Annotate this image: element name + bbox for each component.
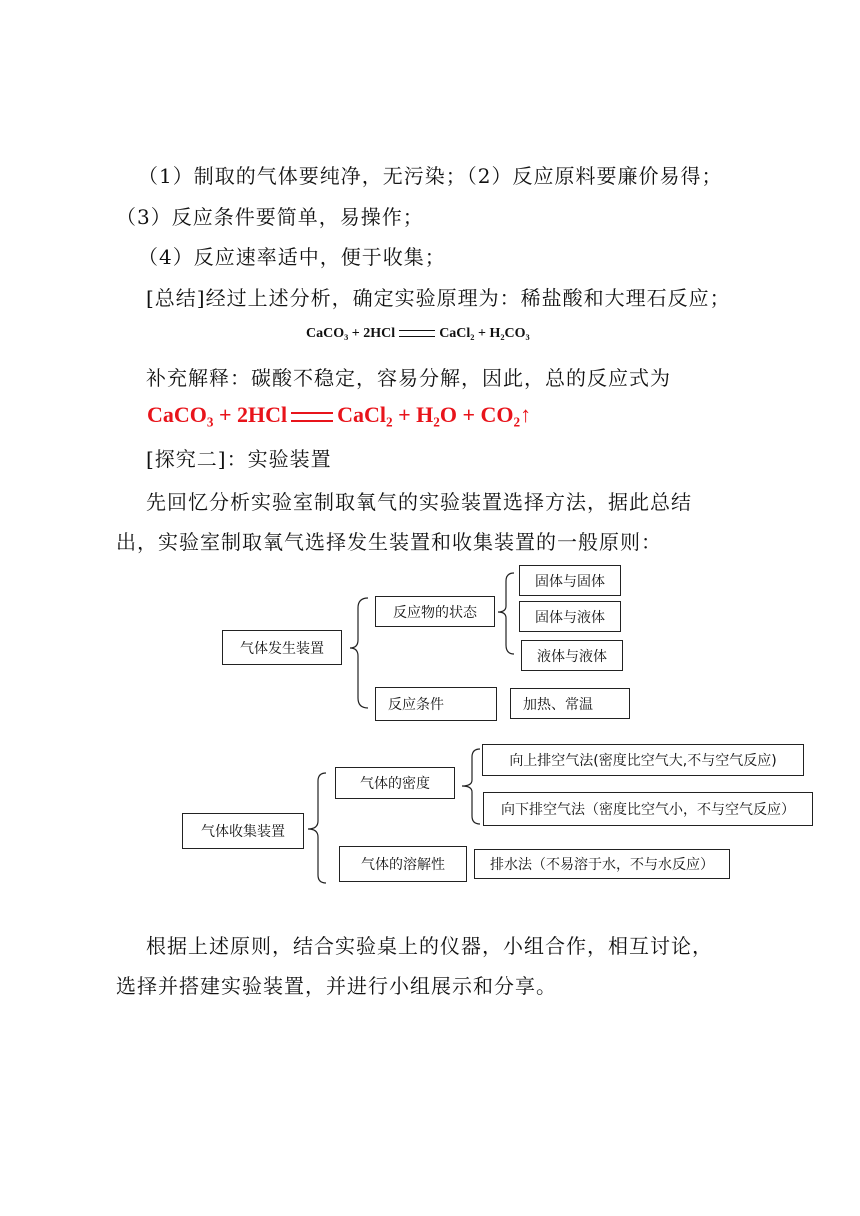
equation-h2co3-right: CaCl₂ + H₂CO₃ <box>439 326 530 341</box>
text-line-3: （4）反应速率适中，便于收集； <box>138 245 446 269</box>
equation-total-right: CaCl₂ + H₂O + CO₂↑ <box>337 402 532 427</box>
text-line-8: 出，实验室制取氧气选择发生装置和收集装置的一般原则： <box>116 530 662 554</box>
reaction-condition-box: 反应条件 <box>375 687 497 721</box>
section-title: [探究二]：实验装置 <box>146 447 332 471</box>
upward-air-method-box: 向上排空气法(密度比空气大,不与空气反应) <box>482 744 804 776</box>
collection-apparatus-box: 气体收集装置 <box>182 813 304 849</box>
condition-value-box: 加热、常温 <box>510 688 630 719</box>
summary-line: [总结]经过上述分析，确定实验原理为：稀盐酸和大理石反应； <box>146 286 731 310</box>
equation-h2co3-left: CaCO₃ + 2HCl <box>306 326 396 341</box>
reactant-state-box: 反应物的状态 <box>375 596 495 627</box>
text-line-2: （3）反应条件要简单，易操作； <box>116 205 424 229</box>
gas-solubility-box: 气体的溶解性 <box>339 846 467 882</box>
generation-apparatus-box: 气体发生装置 <box>222 630 342 665</box>
downward-air-method-box: 向下排空气法（密度比空气小，不与空气反应） <box>483 792 813 826</box>
state-solid-solid-box: 固体与固体 <box>519 565 621 596</box>
equation-total-left: CaCO₃ + 2HCl <box>147 402 288 427</box>
text-line-10: 选择并搭建实验装置，并进行小组展示和分享。 <box>116 974 557 998</box>
state-liquid-liquid-box: 液体与液体 <box>521 640 623 671</box>
state-solid-liquid-box: 固体与液体 <box>519 601 621 632</box>
gas-density-box: 气体的密度 <box>335 767 455 799</box>
explanation-line: 补充解释：碳酸不稳定，容易分解，因此，总的反应式为 <box>146 366 671 390</box>
text-line-1: （1）制取的气体要纯净，无污染；（2）反应原料要廉价易得； <box>138 164 723 188</box>
text-line-9: 根据上述原则，结合实验桌上的仪器，小组合作，相互讨论， <box>146 934 713 958</box>
text-line-7: 先回忆分析实验室制取氧气的实验装置选择方法，据此总结 <box>146 490 692 514</box>
water-displacement-box: 排水法（不易溶于水，不与水反应） <box>474 849 730 879</box>
